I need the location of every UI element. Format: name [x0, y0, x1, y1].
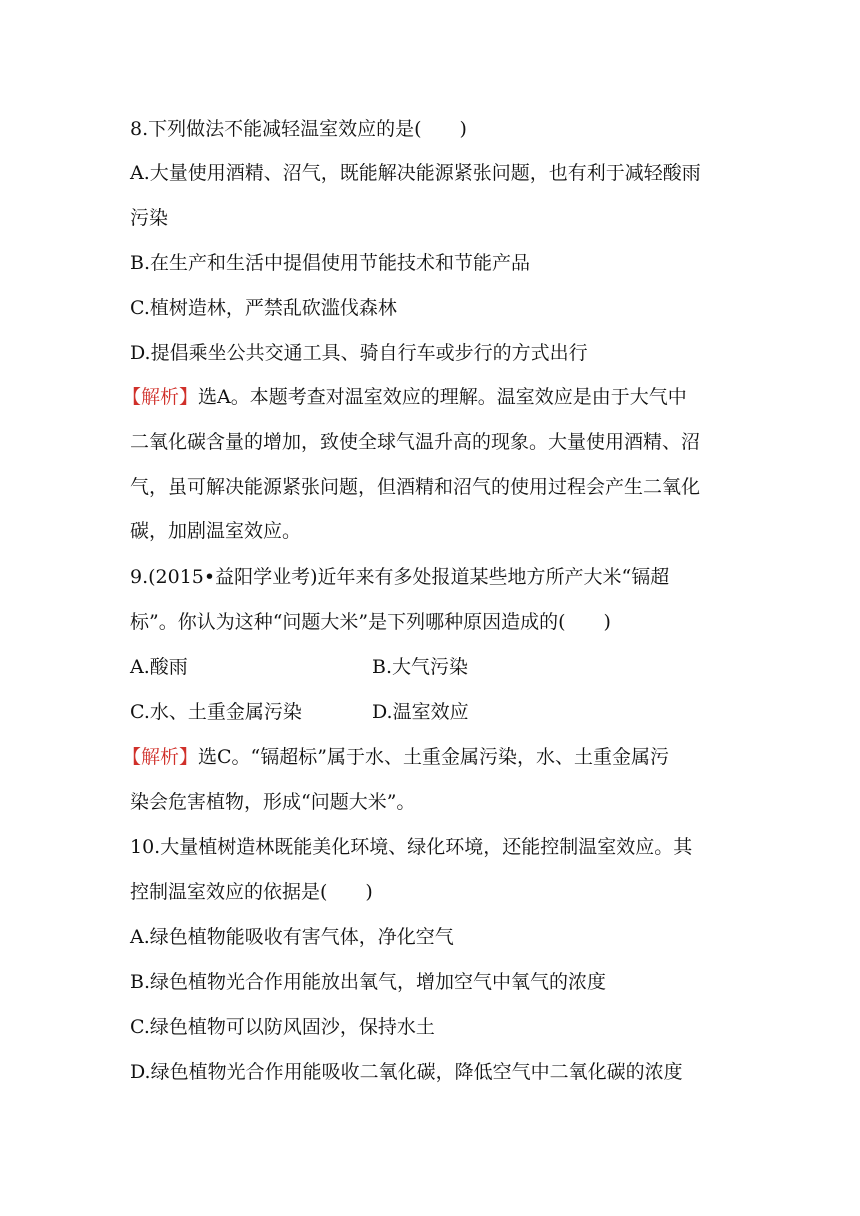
q9-option-a: A.酸雨: [130, 656, 188, 678]
q8-option-a-cont: 污染: [130, 207, 169, 229]
q8-analysis-text1: 选A。本题考查对温室效应的理解。温室效应是由于大气中: [198, 386, 687, 408]
q10-option-c: C.绿色植物可以防风固沙，保持水土: [130, 1016, 435, 1038]
q10-stem-line2: 控制温室效应的依据是( ): [130, 881, 373, 903]
q9-option-c: C.水、土重金属污染: [130, 701, 302, 723]
q9-analysis-line2: 染会危害植物，形成“问题大米”。: [130, 791, 416, 813]
q10-option-a: A.绿色植物能吸收有害气体，净化空气: [130, 926, 454, 948]
q8-analysis-line3: 气，虽可解决能源紧张问题，但酒精和沼气的使用过程会产生二氧化: [130, 476, 701, 498]
q8-option-c: C.植树造林，严禁乱砍滥伐森林: [130, 297, 397, 319]
q9-analysis-text1: 选C。“镉超标”属于水、土重金属污染，水、土重金属污: [198, 746, 669, 768]
q8-option-b: B.在生产和生活中提倡使用节能技术和节能产品: [130, 252, 531, 274]
q9-stem-line2: 标”。你认为这种“问题大米”是下列哪种原因造成的( ): [130, 611, 611, 633]
q8-stem: 8.下列做法不能减轻温室效应的是( ): [130, 118, 467, 140]
q9-option-b: B.大气污染: [372, 656, 469, 678]
q8-analysis-line4: 碳，加剧温室效应。: [130, 520, 302, 542]
q9-option-d: D.温室效应: [372, 701, 469, 723]
q9-analysis-tag: 【解析】: [122, 746, 199, 768]
q9-stem-line1: 9.(2015•益阳学业考)近年来有多处报道某些地方所产大米“镉超: [130, 566, 670, 588]
q9-options-row2: [130, 700, 730, 724]
q9-options-row1: [130, 655, 730, 679]
q10-option-b: B.绿色植物光合作用能放出氧气，增加空气中氧气的浓度: [130, 971, 607, 993]
q10-option-d: D.绿色植物光合作用能吸收二氧化碳，降低空气中二氧化碳的浓度: [130, 1061, 683, 1083]
q8-analysis-line2: 二氧化碳含量的增加，致使全球气温升高的现象。大量使用酒精、沼: [130, 431, 701, 453]
q8-analysis-line1: [122, 385, 722, 409]
q10-stem-line1: 10.大量植树造林既能美化环境、绿化环境，还能控制温室效应。其: [130, 836, 693, 858]
q9-analysis-line1: [122, 745, 722, 769]
q8-option-a: A.大量使用酒精、沼气，既能解决能源紧张问题，也有利于减轻酸雨: [130, 162, 701, 184]
q8-analysis-tag: 【解析】: [122, 386, 199, 408]
q8-option-d: D.提倡乘坐公共交通工具、骑自行车或步行的方式出行: [130, 342, 588, 364]
